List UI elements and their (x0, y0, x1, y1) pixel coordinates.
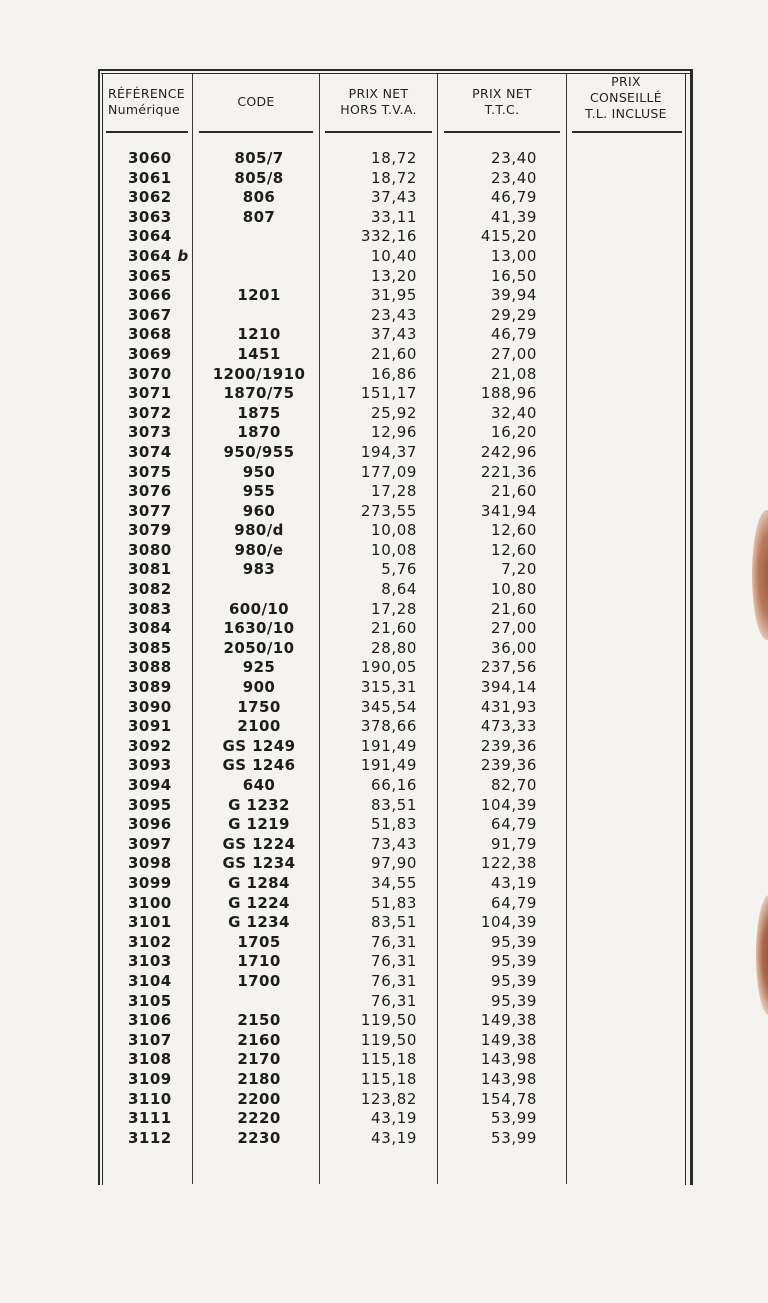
reference-cell: 3093 (128, 756, 172, 775)
table-row (0, 1050, 768, 1070)
prix-ttc-cell: 95,39 (491, 932, 537, 951)
header-prix-conseille (567, 70, 685, 126)
table-row (0, 1011, 768, 1031)
header-prix-ttc (438, 74, 566, 130)
prix-ht-cell: 115,18 (360, 1069, 417, 1088)
reference-cell: 3105 (128, 991, 172, 1010)
code-cell: 1870 (237, 423, 281, 442)
prix-ttc-cell: 64,79 (491, 815, 537, 834)
prix-ttc-cell: 242,96 (480, 442, 537, 461)
code-cell: G 1284 (228, 873, 290, 892)
prix-ttc-cell: 46,79 (491, 188, 537, 207)
table-row (0, 972, 768, 992)
table-row (0, 698, 768, 718)
reference-cell: 3081 (128, 560, 172, 579)
prix-ht-cell: 18,72 (371, 149, 417, 167)
header-underline (325, 131, 432, 133)
header-prix-ht-line2: HORS T.V.A. (340, 102, 417, 117)
reference-cell: 3066 (128, 286, 172, 305)
prix-ht-cell: 66,16 (371, 776, 417, 794)
prix-ht-cell: 115,18 (360, 1050, 417, 1069)
prix-ht-cell: 76,31 (371, 991, 417, 1010)
reference-cell: 3076 (128, 482, 172, 501)
reference-cell: 3065 (128, 266, 172, 285)
code-cell: 1870/75 (223, 384, 295, 403)
reference-cell: 3085 (128, 638, 172, 657)
code-cell: 1700 (237, 971, 281, 990)
prix-ttc-cell: 95,39 (491, 991, 537, 1010)
table-row (0, 463, 768, 483)
prix-ttc-cell: 82,70 (491, 776, 537, 794)
reference-cell: 3083 (128, 599, 172, 618)
prix-ht-cell: 21,60 (371, 344, 417, 363)
table-row (0, 247, 768, 267)
header-prix-conseille-line2: CONSEILLÉ (590, 90, 662, 105)
code-cell: 1750 (237, 697, 281, 716)
header-prix-ht (320, 74, 437, 130)
code-cell: 1200/1910 (212, 364, 306, 383)
table-row (0, 502, 768, 522)
table-row (0, 835, 768, 855)
header-code (193, 74, 319, 130)
reference-cell: 3098 (128, 854, 172, 873)
prix-ht-cell: 191,49 (360, 736, 417, 755)
prix-ht-cell: 43,19 (371, 1109, 417, 1128)
prix-ht-cell: 37,43 (371, 325, 417, 344)
table-row (0, 874, 768, 894)
prix-ht-cell: 194,37 (360, 442, 417, 461)
prix-ht-cell: 23,43 (371, 305, 417, 324)
code-cell: GS 1234 (222, 854, 296, 873)
prix-ht-cell: 10,08 (371, 540, 417, 559)
header-underline (444, 131, 560, 133)
reference-cell: 3075 (128, 462, 172, 481)
prix-ht-cell: 119,50 (360, 1011, 417, 1030)
table-row (0, 619, 768, 639)
table-row (0, 717, 768, 737)
header-prix-ttc-line1: PRIX NET (472, 86, 532, 101)
reference-cell: 3074 (128, 442, 172, 461)
reference-cell: 3094 (128, 776, 172, 794)
header-prix-ttc-line2: T.T.C. (484, 102, 520, 117)
prix-ttc-cell: 239,36 (480, 756, 537, 775)
code-cell: 950 (242, 462, 276, 481)
prix-ttc-cell: 36,00 (491, 638, 537, 657)
prix-ttc-cell: 473,33 (480, 717, 537, 736)
prix-ht-cell: 315,31 (360, 678, 417, 697)
prix-ht-cell: 73,43 (371, 834, 417, 853)
reference-cell: 3088 (128, 658, 172, 677)
reference-cell: 3070 (128, 364, 172, 383)
prix-ttc-cell: 95,39 (491, 952, 537, 971)
table-row (0, 521, 768, 541)
prix-ttc-cell: 415,20 (480, 227, 537, 246)
header-underline (199, 131, 313, 133)
code-cell: G 1219 (228, 815, 290, 834)
reference-cell: 3112 (128, 1128, 172, 1147)
prix-ttc-cell: 7,20 (501, 560, 537, 579)
code-cell: 807 (242, 207, 276, 226)
prix-ht-cell: 83,51 (371, 795, 417, 814)
table-row (0, 952, 768, 972)
table-row (0, 894, 768, 914)
table-row (0, 306, 768, 326)
table-row (0, 854, 768, 874)
code-cell: 640 (242, 776, 276, 794)
code-cell: 805/8 (234, 168, 284, 187)
reference-cell: 3061 (128, 168, 172, 187)
prix-ttc-cell: 27,00 (491, 344, 537, 363)
code-cell: 2050/10 (223, 638, 295, 657)
prix-ttc-cell: 21,60 (491, 482, 537, 501)
reference-cell: 3095 (128, 795, 172, 814)
reference-cell: 3089 (128, 678, 172, 697)
reference-cell: 3060 (128, 149, 172, 167)
prix-ttc-cell: 394,14 (480, 678, 537, 697)
table-row (0, 443, 768, 463)
prix-ttc-cell: 29,29 (491, 305, 537, 324)
reference-cell: 3103 (128, 952, 172, 971)
code-cell: GS 1249 (222, 736, 296, 755)
code-cell: 2170 (237, 1050, 281, 1069)
prix-ttc-cell: 95,39 (491, 971, 537, 990)
reference-cell: 3064 (128, 227, 172, 246)
prix-ttc-cell: 149,38 (480, 1011, 537, 1030)
table-row (0, 345, 768, 365)
reference-cell: 3100 (128, 893, 172, 912)
prix-ttc-cell: 10,80 (491, 580, 537, 599)
prix-ht-cell: 10,40 (371, 246, 417, 265)
table-row (0, 1070, 768, 1090)
reference-cell: 3108 (128, 1050, 172, 1069)
prix-ttc-cell: 21,08 (491, 364, 537, 383)
reference-cell: 3102 (128, 932, 172, 951)
table-row (0, 404, 768, 424)
table-row (0, 325, 768, 345)
prix-ht-cell: 83,51 (371, 913, 417, 932)
reference-cell: 3079 (128, 521, 172, 540)
header-prix-ht-line1: PRIX NET (348, 86, 409, 101)
reference-cell: 3082 (128, 580, 172, 599)
price-table-body (0, 149, 768, 1148)
table-row (0, 208, 768, 228)
prix-ht-cell: 51,83 (371, 893, 417, 912)
reference-cell: 3091 (128, 717, 172, 736)
prix-ttc-cell: 23,40 (491, 149, 537, 167)
table-row (0, 796, 768, 816)
prix-ht-cell: 17,28 (371, 599, 417, 618)
code-cell: 950/955 (223, 442, 295, 461)
code-cell: 2230 (237, 1128, 281, 1147)
prix-ttc-cell: 53,99 (491, 1128, 537, 1147)
code-cell: 2150 (237, 1011, 281, 1030)
code-cell: 600/10 (228, 599, 290, 618)
code-cell: 1630/10 (223, 619, 295, 638)
prix-ttc-cell: 39,94 (491, 286, 537, 305)
prix-ht-cell: 34,55 (371, 873, 417, 892)
reference-cell: 3109 (128, 1069, 172, 1088)
prix-ht-cell: 31,95 (371, 286, 417, 305)
table-row (0, 365, 768, 385)
table-row (0, 776, 768, 796)
prix-ht-cell: 10,08 (371, 521, 417, 540)
prix-ht-cell: 25,92 (371, 403, 417, 422)
header-prix-conseille-line1: PRIX (611, 74, 641, 89)
code-cell: 2160 (237, 1030, 281, 1049)
prix-ttc-cell: 143,98 (480, 1050, 537, 1069)
reference-cell: 3073 (128, 423, 172, 442)
table-row (0, 227, 768, 247)
prix-ttc-cell: 46,79 (491, 325, 537, 344)
reference-cell: 3110 (128, 1089, 172, 1108)
prix-ht-cell: 51,83 (371, 815, 417, 834)
prix-ht-cell: 8,64 (381, 580, 417, 599)
code-cell: 980/e (234, 540, 284, 559)
prix-ttc-cell: 43,19 (491, 873, 537, 892)
prix-ttc-cell: 149,38 (480, 1030, 537, 1049)
table-row (0, 737, 768, 757)
reference-cell: 3068 (128, 325, 172, 344)
code-cell: 1710 (237, 952, 281, 971)
code-cell: G 1232 (228, 795, 290, 814)
reference-cell: 3111 (128, 1109, 172, 1128)
prix-ttc-cell: 154,78 (480, 1089, 537, 1108)
table-row (0, 267, 768, 287)
prix-ht-cell: 43,19 (371, 1128, 417, 1147)
prix-ht-cell: 191,49 (360, 756, 417, 775)
prix-ttc-cell: 122,38 (480, 854, 537, 873)
prix-ttc-cell: 23,40 (491, 168, 537, 187)
prix-ht-cell: 345,54 (360, 697, 417, 716)
prix-ttc-cell: 27,00 (491, 619, 537, 638)
prix-ht-cell: 151,17 (360, 384, 417, 403)
code-cell: G 1234 (228, 913, 290, 932)
reference-cell: 3063 (128, 207, 172, 226)
header-reference (103, 74, 197, 130)
prix-ht-cell: 97,90 (371, 854, 417, 873)
code-cell: 806 (242, 188, 276, 207)
reference-cell: 3072 (128, 403, 172, 422)
reference-cell: 3104 (128, 971, 172, 990)
header-prix-conseille-line3: T.L. INCLUSE (585, 106, 667, 121)
table-row (0, 639, 768, 659)
prix-ttc-cell: 64,79 (491, 893, 537, 912)
prix-ht-cell: 76,31 (371, 971, 417, 990)
reference-cell: 3067 (128, 305, 172, 324)
prix-ttc-cell: 104,39 (480, 795, 537, 814)
reference-cell: 3107 (128, 1030, 172, 1049)
table-row (0, 1109, 768, 1129)
prix-ht-cell: 123,82 (360, 1089, 417, 1108)
table-row (0, 815, 768, 835)
table-row (0, 600, 768, 620)
table-row (0, 933, 768, 953)
header-reference-line2: Numérique (108, 102, 180, 117)
prix-ttc-cell: 188,96 (480, 384, 537, 403)
prix-ttc-cell: 41,39 (491, 207, 537, 226)
prix-ttc-cell: 341,94 (480, 501, 537, 520)
code-cell: 960 (242, 501, 276, 520)
code-cell: 1451 (237, 344, 281, 363)
table-row (0, 482, 768, 502)
prix-ht-cell: 16,86 (371, 364, 417, 383)
table-row (0, 423, 768, 443)
code-cell: 900 (242, 678, 276, 697)
table-row (0, 149, 768, 169)
prix-ht-cell: 177,09 (360, 462, 417, 481)
reference-cell: 3090 (128, 697, 172, 716)
reference-cell: 3064 b (128, 246, 189, 265)
prix-ttc-cell: 12,60 (491, 521, 537, 540)
prix-ttc-cell: 53,99 (491, 1109, 537, 1128)
prix-ht-cell: 378,66 (360, 717, 417, 736)
reference-cell: 3069 (128, 344, 172, 363)
prix-ttc-cell: 237,56 (480, 658, 537, 677)
prix-ht-cell: 190,05 (360, 658, 417, 677)
code-cell: 1201 (237, 286, 281, 305)
code-cell: G 1224 (228, 893, 290, 912)
prix-ht-cell: 28,80 (371, 638, 417, 657)
reference-cell: 3071 (128, 384, 172, 403)
prix-ht-cell: 273,55 (360, 501, 417, 520)
reference-cell: 3084 (128, 619, 172, 638)
code-cell: 1705 (237, 932, 281, 951)
header-underline (572, 131, 682, 133)
code-cell: 925 (242, 658, 276, 677)
table-row (0, 658, 768, 678)
code-cell: 1875 (237, 403, 281, 422)
prix-ht-cell: 119,50 (360, 1030, 417, 1049)
table-row (0, 992, 768, 1012)
prix-ht-cell: 332,16 (360, 227, 417, 246)
prix-ht-cell: 5,76 (381, 560, 417, 579)
code-cell: GS 1224 (222, 834, 296, 853)
prix-ht-cell: 12,96 (371, 423, 417, 442)
reference-cell: 3097 (128, 834, 172, 853)
table-row (0, 384, 768, 404)
table-row (0, 756, 768, 776)
prix-ttc-cell: 431,93 (480, 697, 537, 716)
code-cell: 980/d (234, 521, 284, 540)
header-reference-line1: RÉFÉRENCE (108, 86, 185, 101)
prix-ttc-cell: 16,20 (491, 423, 537, 442)
table-row (0, 188, 768, 208)
prix-ttc-cell: 13,00 (491, 246, 537, 265)
reference-cell: 3106 (128, 1011, 172, 1030)
prix-ttc-cell: 12,60 (491, 540, 537, 559)
prix-ht-cell: 37,43 (371, 188, 417, 207)
header-code-label: CODE (237, 94, 275, 109)
prix-ht-cell: 13,20 (371, 266, 417, 285)
prix-ht-cell: 17,28 (371, 482, 417, 501)
table-row (0, 1090, 768, 1110)
code-cell: GS 1246 (222, 756, 296, 775)
prix-ht-cell: 76,31 (371, 932, 417, 951)
code-cell: 1210 (237, 325, 281, 344)
prix-ttc-cell: 239,36 (480, 736, 537, 755)
reference-cell: 3077 (128, 501, 172, 520)
table-row (0, 580, 768, 600)
reference-cell: 3101 (128, 913, 172, 932)
prix-ht-cell: 33,11 (371, 207, 417, 226)
code-cell: 955 (242, 482, 276, 501)
code-cell: 983 (242, 560, 276, 579)
prix-ht-cell: 18,72 (371, 168, 417, 187)
prix-ttc-cell: 91,79 (491, 834, 537, 853)
table-row (0, 678, 768, 698)
table-row (0, 286, 768, 306)
table-row (0, 1129, 768, 1149)
code-cell: 2200 (237, 1089, 281, 1108)
reference-cell: 3092 (128, 736, 172, 755)
prix-ttc-cell: 221,36 (480, 462, 537, 481)
table-row (0, 541, 768, 561)
code-cell: 2220 (237, 1109, 281, 1128)
reference-cell: 3099 (128, 873, 172, 892)
code-cell: 805/7 (234, 149, 284, 167)
reference-cell: 3096 (128, 815, 172, 834)
table-row (0, 560, 768, 580)
prix-ttc-cell: 32,40 (491, 403, 537, 422)
header-underline (106, 131, 188, 133)
table-row (0, 913, 768, 933)
reference-cell: 3062 (128, 188, 172, 207)
code-cell: 2100 (237, 717, 281, 736)
code-cell: 2180 (237, 1069, 281, 1088)
prix-ttc-cell: 16,50 (491, 266, 537, 285)
prix-ttc-cell: 143,98 (480, 1069, 537, 1088)
prix-ttc-cell: 21,60 (491, 599, 537, 618)
prix-ht-cell: 21,60 (371, 619, 417, 638)
prix-ttc-cell: 104,39 (480, 913, 537, 932)
reference-cell: 3080 (128, 540, 172, 559)
table-row (0, 169, 768, 189)
table-row (0, 1031, 768, 1051)
prix-ht-cell: 76,31 (371, 952, 417, 971)
